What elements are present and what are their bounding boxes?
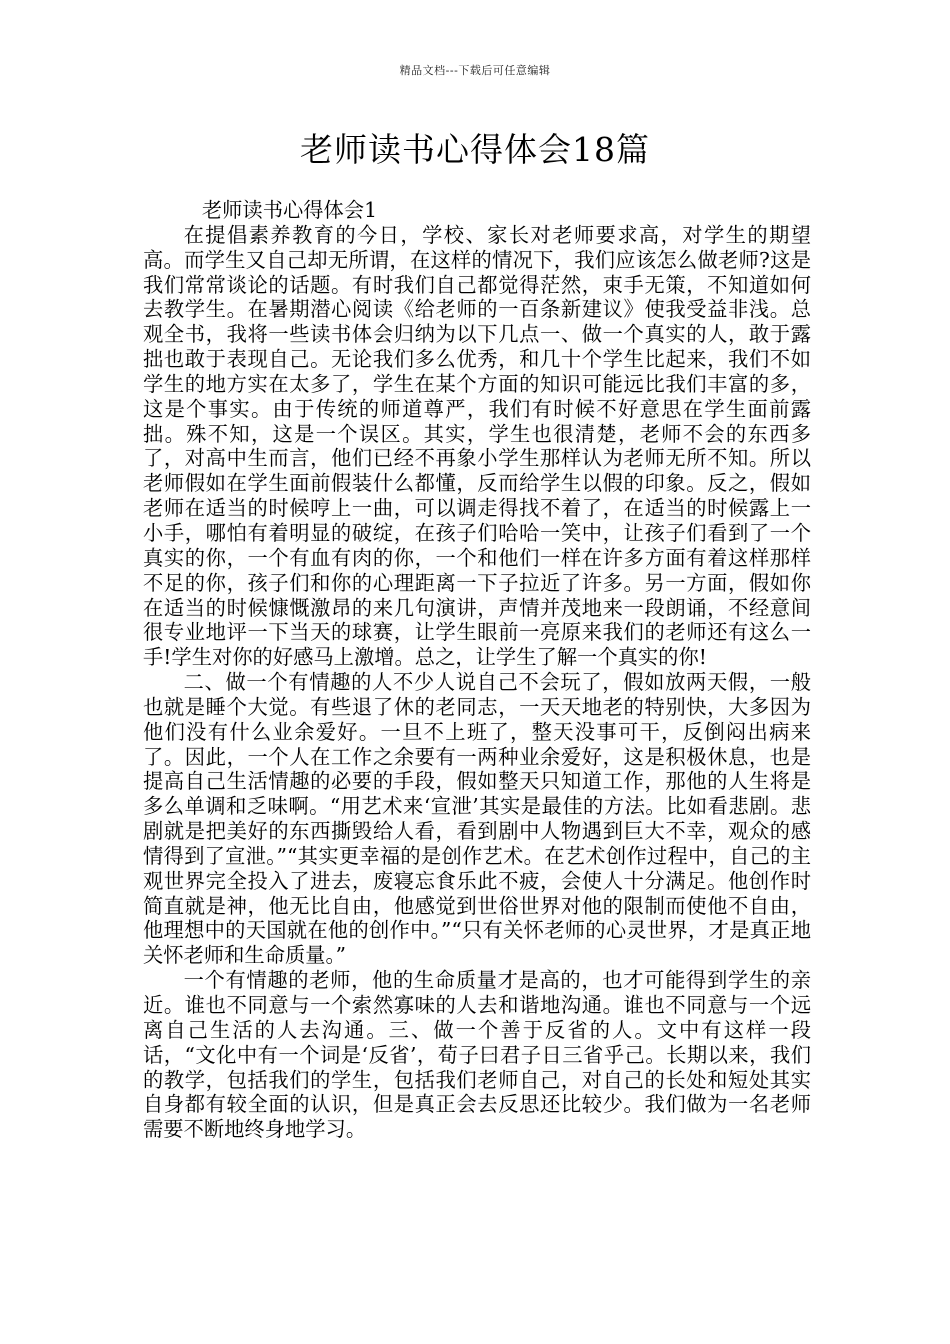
document-body — [143, 198, 811, 1142]
header-note: 精品文档---下载后可任意编辑 — [399, 64, 551, 77]
paragraph-3: 一个有情趣的老师，他的生命质量才是高的，也才可能得到学生的亲近。谁也不同意与一个索然寡味的人去和谐地沟通。谁也不同意与一个远离自己生活的人去沟通。三、做一个善于反省的人。文中有这样一段话，“文化中有一个词是‘反省’，荀子曰君子日三省乎己。长期以来，我们的教学，包括我们的学生，包括我们老师自己，对自己的长处和短处其实自身都有较全面的认识，但是真正会去反思还比较少。我们做为一名老师需要不断地终身地学习。 — [143, 968, 811, 1142]
document-title: 老师读书心得体会18篇 — [300, 130, 650, 169]
paragraph-1: 在提倡素养教育的今日，学校、家长对老师要求高，对学生的期望高。而学生又自己却无所谓，在这样的情况下，我们应该怎么做老师?这是我们常常谈论的话题。有时我们自己都觉得茫然，束手无策，不知道如何去教学生。在暑期潜心阅读《给老师的一百条新建议》使我受益非浅。总观全书，我将一些读书体会归纳为以下几点一、做一个真实的人，敢于露拙也敢于表现自己。无论我们多么优秀，和几十个学生比起来，我们不如学生的地方实在太多了，学生在某个方面的知识可能远比我们丰富的多，这是个事实。由于传统的师道尊严，我们有时候不好意思在学生面前露拙。殊不知，这是一个误区。其实，学生也很清楚，老师不会的东西多了，对高中生而言，他们已经不再象小学生那样认为老师无所不知。所以老师假如在学生面前假装什么都懂，反而给学生以假的印象。反之，假如老师在适当的时候哼上一曲，可以调走得找不着了，在适当的时候露上一小手，哪怕有着明显的破绽，在孩子们哈哈一笑中，让孩子们看到了一个真实的你，一个有血有肉的你，一个和他们一样在许多方面有着这样那样不足的你，孩子们和你的心理距离一下子拉近了许多。另一方面，假如你在适当的时候慷慨激昂的来几句演讲，声情并茂地来一段朗诵，不经意间很专业地评一下当天的球赛，让学生眼前一亮原来我们的老师还有这么一手!学生对你的好感马上激增。总之，让学生了解一个真实的你! — [143, 222, 811, 670]
paragraph-2: 二、做一个有情趣的人不少人说自己不会玩了，假如放两天假，一般也就是睡个大觉。有些退了休的老同志，一天天地老的特别快，大多因为他们没有什么业余爱好。一旦不上班了，整天没事可干，反倒闷出病来了。因此，一个人在工作之余要有一两种业余爱好，这是积极休息，也是提高自己生活情趣的必要的手段，假如整天只知道工作，那他的人生将是多么单调和乏味啊。“用艺术来‘宣泄’其实是最佳的方法。比如看悲剧。悲剧就是把美好的东西撕毁给人看，看到剧中人物遇到巨大不幸，观众的感情得到了宣泄。”“其实更幸福的是创作艺术。在艺术创作过程中，自己的主观世界完全投入了进去，废寝忘食乐此不疲，会使人十分满足。他创作时简直就是神，他无比自由，他感觉到世俗世界对他的限制而使他不自由，他理想中的天国就在他的创作中。”“只有关怀老师的心灵世界，才是真正地关怀老师和生命质量。” — [143, 670, 811, 968]
section-heading: 老师读书心得体会1 — [201, 198, 378, 222]
